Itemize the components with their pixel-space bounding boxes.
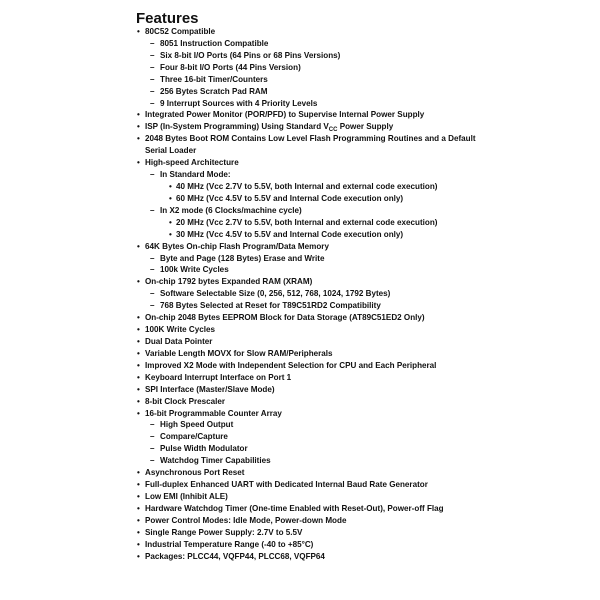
dash-bullet-icon: – [150, 50, 155, 60]
list-item-level-1 [0, 408, 600, 420]
text-segment: Dual Data Pointer [145, 336, 213, 346]
list-item-text [145, 360, 436, 372]
bullet-icon: • [169, 217, 172, 227]
list-item-text [160, 288, 390, 300]
text-segment: 2048 Bytes Boot ROM Contains Low Level Flash Programming Routines and a Default [145, 134, 476, 144]
text-segment: ISP (In-System Programming) Using Standard V [145, 122, 329, 132]
dash-bullet-icon: – [150, 420, 155, 430]
list-item-level-1 [0, 515, 600, 527]
dash-bullet-icon: – [150, 62, 155, 72]
list-item-level-1 [0, 527, 600, 539]
bullet-icon: • [137, 158, 140, 168]
dash-bullet-icon: – [150, 74, 155, 84]
text-segment: Power Supply [337, 122, 394, 132]
text-segment: 768 Bytes Selected at Reset for T89C51RD2 Compatibility [160, 301, 381, 311]
list-item-continuation [0, 145, 600, 157]
list-item-text [160, 264, 229, 276]
list-item-text [145, 312, 425, 324]
list-item-text [145, 26, 215, 38]
text-segment: Hardware Watchdog Timer (One-time Enabled with Reset-Out), Power-off Flag [145, 503, 444, 513]
list-item-text [145, 145, 196, 157]
text-segment: Improved X2 Mode with Independent Selection for CPU and Each Peripheral [145, 360, 437, 370]
list-item-level-1 [0, 360, 600, 372]
dash-bullet-icon: – [150, 289, 155, 299]
list-item-text [145, 157, 239, 169]
text-segment: Industrial Temperature Range (-40 to +85°C) [145, 539, 314, 549]
bullet-icon: • [169, 181, 172, 191]
list-item-text [160, 253, 325, 265]
list-item-text [145, 109, 424, 121]
list-item-level-1 [0, 336, 600, 348]
text-segment: In X2 mode (6 Clocks/machine cycle) [160, 205, 302, 215]
list-item-text [145, 491, 228, 503]
list-item-text [145, 527, 302, 539]
bullet-icon: • [137, 27, 140, 36]
list-item-text [145, 372, 291, 384]
text-segment: Pulse Width Modulator [160, 444, 248, 454]
text-segment: Integrated Power Monitor (POR/PFD) to Supervise Internal Power Supply [145, 110, 425, 120]
bullet-icon: • [137, 480, 140, 490]
list-item-level-1 [0, 384, 600, 396]
list-item-level-2 [0, 205, 600, 217]
list-item-text [145, 324, 215, 336]
bullet-icon: • [169, 193, 172, 203]
list-item-text [160, 38, 268, 50]
text-segment: 60 MHz (Vcc 4.5V to 5.5V and Internal Code execution only) [176, 193, 404, 203]
list-item-level-1 [0, 348, 600, 360]
list-item-text [145, 479, 428, 491]
dash-bullet-icon: – [150, 456, 155, 466]
dash-bullet-icon: – [150, 98, 155, 108]
list-item-level-2 [0, 264, 600, 276]
bullet-icon: • [137, 277, 140, 287]
list-item-text [160, 169, 231, 181]
section-title: Features [136, 10, 199, 27]
text-segment: 100K Write Cycles [145, 325, 216, 335]
text-segment: 16-bit Programmable Counter Array [145, 408, 282, 418]
text-segment: Three 16-bit Timer/Counters [160, 74, 268, 84]
text-segment: On-chip 1792 bytes Expanded RAM (XRAM) [145, 277, 313, 287]
text-segment: On-chip 2048 Bytes EEPROM Block for Data Storage (AT89C51ED2 Only) [145, 313, 425, 323]
list-item-text [160, 50, 340, 62]
dash-bullet-icon: – [150, 432, 155, 442]
bullet-icon: • [137, 110, 140, 120]
bullet-icon: • [137, 348, 140, 358]
bullet-icon: • [137, 372, 140, 382]
list-item-level-1 [0, 241, 600, 253]
text-segment: SPI Interface (Master/Slave Mode) [145, 384, 275, 394]
text-segment: In Standard Mode: [160, 170, 231, 180]
list-item-level-1 [0, 276, 600, 288]
bullet-icon: • [137, 134, 140, 144]
list-item-text [160, 300, 381, 312]
list-item-level-1 [0, 133, 600, 145]
list-item-level-2 [0, 169, 600, 181]
text-segment: Low EMI (Inhibit ALE) [145, 491, 228, 501]
bullet-icon: • [137, 551, 140, 561]
list-item-text [160, 443, 248, 455]
text-segment: High Speed Output [160, 420, 234, 430]
list-item-level-2 [0, 86, 600, 98]
bullet-icon: • [137, 325, 140, 335]
text-segment: Four 8-bit I/O Ports (44 Pins Version) [160, 62, 301, 72]
list-item-level-2 [0, 98, 600, 110]
list-item-text [145, 396, 225, 408]
list-item-text [145, 348, 333, 360]
list-item-level-1 [0, 157, 600, 169]
list-item-level-2 [0, 419, 600, 431]
text-segment: 20 MHz (Vcc 2.7V to 5.5V, both Internal and external code execution) [176, 217, 438, 227]
text-segment: 30 MHz (Vcc 4.5V to 5.5V and Internal Code execution only) [176, 229, 404, 239]
list-item-text [160, 431, 228, 443]
text-segment: Single Range Power Supply: 2.7V to 5.5V [145, 527, 303, 537]
dash-bullet-icon: – [150, 170, 155, 180]
list-item-level-1 [0, 372, 600, 384]
list-item-level-2 [0, 288, 600, 300]
list-item-level-1 [0, 539, 600, 551]
bullet-icon: • [137, 468, 140, 478]
list-item-level-1 [0, 312, 600, 324]
list-item-level-1 [0, 467, 600, 479]
text-segment: 100k Write Cycles [160, 265, 229, 275]
list-item-text [145, 539, 313, 551]
bullet-icon: • [137, 384, 140, 394]
dash-bullet-icon: – [150, 205, 155, 215]
text-segment: 64K Bytes On-chip Flash Program/Data Memory [145, 241, 329, 251]
text-segment: Asynchronous Port Reset [145, 468, 245, 478]
list-item-text [145, 467, 244, 479]
list-item-text [176, 181, 437, 193]
subscript: CC [328, 127, 338, 134]
list-item-text [145, 515, 346, 527]
bullet-icon: • [137, 515, 140, 525]
list-item-text [160, 455, 271, 467]
list-item-text [160, 205, 302, 217]
dash-bullet-icon: – [150, 86, 155, 96]
bullet-icon: • [137, 336, 140, 346]
list-item-level-1 [0, 109, 600, 121]
list-item-level-1 [0, 396, 600, 408]
list-item-level-3 [0, 181, 600, 193]
text-segment: Variable Length MOVX for Slow RAM/Peripherals [145, 348, 333, 358]
text-segment: Keyboard Interrupt Interface on Port 1 [145, 372, 292, 382]
text-segment: 256 Bytes Scratch Pad RAM [160, 86, 268, 96]
dash-bullet-icon: – [150, 444, 155, 454]
list-item-text [160, 419, 233, 431]
text-segment: Packages: PLCC44, VQFP44, PLCC68, VQFP64 [145, 551, 325, 561]
dash-bullet-icon: – [150, 253, 155, 263]
list-item-text [145, 384, 275, 396]
bullet-icon: • [137, 396, 140, 406]
list-item-text [176, 193, 403, 205]
list-item-level-2 [0, 74, 600, 86]
text-segment: Serial Loader [145, 146, 197, 156]
list-item-text [160, 74, 268, 86]
text-segment: Software Selectable Size (0, 256, 512, 768, 1024, 1792 Bytes) [160, 289, 391, 299]
features-list [0, 26, 600, 562]
list-item-level-2 [0, 443, 600, 455]
bullet-icon: • [137, 360, 140, 370]
bullet-icon: • [137, 539, 140, 549]
dash-bullet-icon: – [150, 38, 155, 48]
text-segment: Full-duplex Enhanced UART with Dedicated Internal Baud Rate Generator [145, 480, 428, 490]
text-segment: 80C52 Compatible [145, 27, 216, 36]
list-item-level-2 [0, 62, 600, 74]
text-segment: 40 MHz (Vcc 2.7V to 5.5V, both Internal and external code execution) [176, 181, 438, 191]
list-item-level-1 [0, 491, 600, 503]
list-item-text [145, 551, 325, 563]
bullet-icon: • [137, 408, 140, 418]
list-item-text [145, 133, 476, 145]
list-item-level-2 [0, 38, 600, 50]
text-segment: 8051 Instruction Compatible [160, 38, 269, 48]
bullet-icon: • [137, 503, 140, 513]
text-segment: Six 8-bit I/O Ports (64 Pins or 68 Pins Versions) [160, 50, 341, 60]
bullet-icon: • [137, 122, 140, 132]
bullet-icon: • [169, 229, 172, 239]
list-item-text [160, 62, 301, 74]
list-item-level-2 [0, 431, 600, 443]
text-segment: Watchdog Timer Capabilities [160, 456, 271, 466]
list-item-level-2 [0, 300, 600, 312]
list-item-text [176, 217, 437, 229]
list-item-level-3 [0, 217, 600, 229]
text-segment: Power Control Modes: Idle Mode, Power-down Mode [145, 515, 347, 525]
list-item-level-2 [0, 50, 600, 62]
list-item-level-1 [0, 26, 600, 38]
list-item-level-1 [0, 479, 600, 491]
list-item-level-3 [0, 229, 600, 241]
bullet-icon: • [137, 527, 140, 537]
list-item-level-2 [0, 253, 600, 265]
list-item-level-1 [0, 551, 600, 563]
list-item-text [145, 121, 393, 133]
list-item-text [176, 229, 403, 241]
text-segment: Compare/Capture [160, 432, 228, 442]
bullet-icon: • [137, 491, 140, 501]
list-item-level-1 [0, 324, 600, 336]
dash-bullet-icon: – [150, 301, 155, 311]
text-segment: 8-bit Clock Prescaler [145, 396, 226, 406]
list-item-text [160, 86, 268, 98]
list-item-level-2 [0, 455, 600, 467]
list-item-level-3 [0, 193, 600, 205]
text-segment: High-speed Architecture [145, 158, 239, 168]
text-segment: Byte and Page (128 Bytes) Erase and Write [160, 253, 325, 263]
list-item-text [145, 408, 282, 420]
list-item-text [145, 241, 329, 253]
list-item-text [145, 503, 444, 515]
text-segment: 9 Interrupt Sources with 4 Priority Levels [160, 98, 318, 108]
list-item-text [160, 98, 317, 110]
bullet-icon: • [137, 313, 140, 323]
dash-bullet-icon: – [150, 265, 155, 275]
list-item-level-1 [0, 121, 600, 133]
list-item-level-1 [0, 503, 600, 515]
list-item-text [145, 336, 212, 348]
bullet-icon: • [137, 241, 140, 251]
list-item-text [145, 276, 312, 288]
